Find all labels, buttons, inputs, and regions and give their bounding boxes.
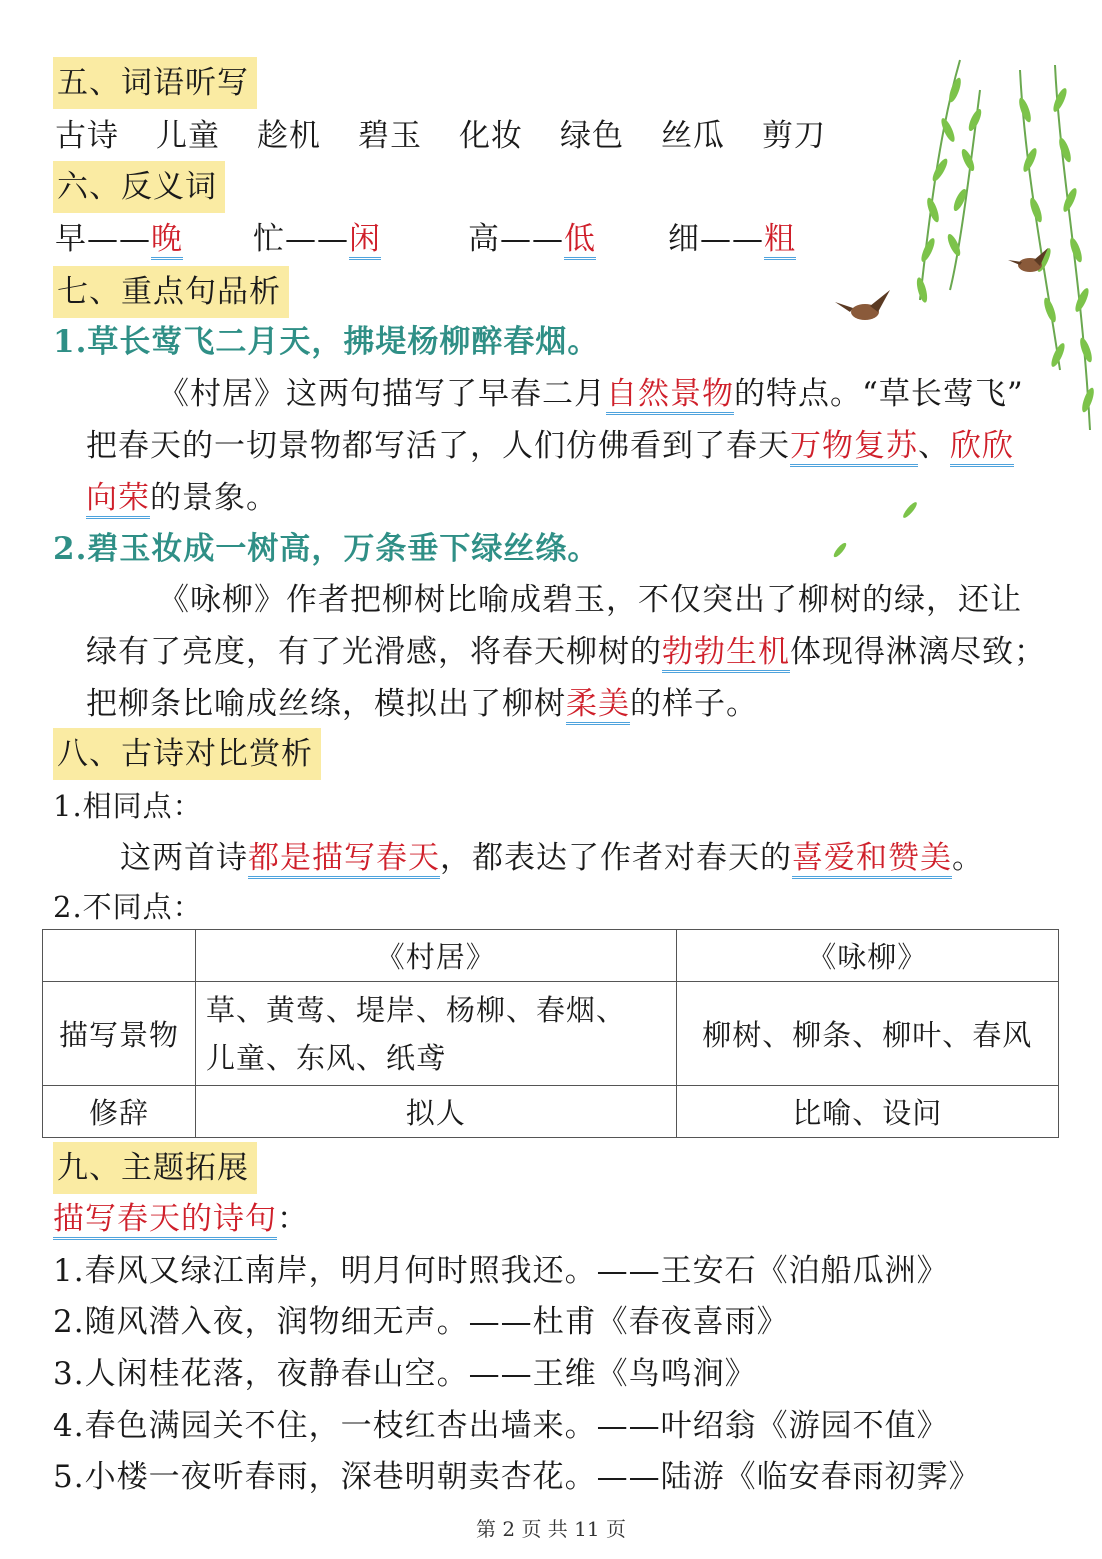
table-cell: 草、黄莺、堤岸、杨柳、春烟、 儿童、东风、纸鸢 bbox=[196, 982, 677, 1086]
same-points-text: 这两首诗都是描写春天，都表达了作者对春天的喜爱和赞美。 bbox=[120, 838, 984, 878]
table-corner-cell bbox=[43, 930, 196, 982]
analysis-2-line-1: 《咏柳》作者把柳树比喻成碧玉，不仅突出了柳树的绿，还让 bbox=[158, 582, 1022, 618]
analysis-2-line-3: 把柳条比喻成丝绦，模拟出了柳树柔美的样子。 bbox=[86, 684, 758, 724]
table-row-label: 修辞 bbox=[43, 1086, 196, 1138]
section-heading-antonyms: 六、反义词 bbox=[53, 161, 225, 213]
analysis-1-line-2: 把春天的一切景物都写活了，人们仿佛看到了春天万物复苏、欣欣 bbox=[86, 426, 1014, 466]
table-header-yongliu: 《咏柳》 bbox=[676, 930, 1058, 982]
same-points-label: 1.相同点： bbox=[53, 789, 203, 823]
antonym-list bbox=[55, 219, 855, 259]
dictation-word: 剪刀 bbox=[762, 118, 826, 154]
antonym-answer: 粗 bbox=[764, 221, 796, 260]
analysis-2-line-2: 绿有了亮度，有了光滑感，将春天柳树的勃勃生机体现得淋漓尽致； bbox=[86, 632, 1046, 672]
poem-line: 4.春色满园关不住，一枝红杏出墙来。——叶绍翁《游园不值》 bbox=[53, 1408, 949, 1444]
dictation-word: 儿童 bbox=[156, 118, 220, 154]
dictation-word: 丝瓜 bbox=[661, 118, 725, 154]
key-sentence-2: 2.碧玉妆成一树高，万条垂下绿丝绦。 bbox=[53, 531, 600, 567]
key-sentence-1: 1.草长莺飞二月天，拂堤杨柳醉春烟。 bbox=[53, 324, 600, 360]
dictation-word: 绿色 bbox=[560, 118, 624, 154]
table-row-label: 描写景物 bbox=[43, 982, 196, 1086]
antonym-pair: 早——晚 bbox=[55, 219, 183, 259]
comparison-table bbox=[42, 929, 1059, 1138]
section-heading-dictation: 五、词语听写 bbox=[53, 57, 257, 109]
swallow-bird-illustration bbox=[835, 248, 1048, 320]
antonym-pair: 忙——闲 bbox=[253, 219, 381, 259]
antonym-pair: 细——粗 bbox=[668, 219, 796, 259]
antonym-pair: 高——低 bbox=[468, 219, 596, 259]
dictation-word: 古诗 bbox=[55, 118, 119, 154]
dictation-word: 碧玉 bbox=[358, 118, 422, 154]
section-heading-key-sentences: 七、重点句品析 bbox=[53, 266, 289, 318]
table-cell: 拟人 bbox=[196, 1086, 677, 1138]
poem-line: 5.小楼一夜听春雨，深巷明朝卖杏花。——陆游《临安春雨初霁》 bbox=[53, 1459, 981, 1495]
diff-points-label: 2.不同点： bbox=[53, 890, 203, 924]
table-row bbox=[43, 982, 1059, 1086]
antonym-answer: 闲 bbox=[349, 221, 381, 260]
analysis-1-line-1: 《村居》这两句描写了早春二月自然景物的特点。“草长莺飞” bbox=[158, 374, 1024, 414]
table-cell: 比喻、设问 bbox=[676, 1086, 1058, 1138]
table-header-row bbox=[43, 930, 1059, 982]
poem-line: 2.随风潜入夜，润物细无声。——杜甫《春夜喜雨》 bbox=[53, 1304, 789, 1340]
table-row bbox=[43, 1086, 1059, 1138]
spring-poems-subheading: 描写春天的诗句： bbox=[53, 1199, 309, 1239]
table-header-cunju: 《村居》 bbox=[196, 930, 677, 982]
poem-line: 3.人闲桂花落，夜静春山空。——王维《鸟鸣涧》 bbox=[53, 1356, 757, 1392]
dictation-word-list bbox=[55, 116, 863, 156]
section-heading-poem-compare: 八、古诗对比赏析 bbox=[53, 728, 321, 780]
poem-line: 1.春风又绿江南岸，明月何时照我还。——王安石《泊船瓜洲》 bbox=[53, 1253, 949, 1289]
page-number: 第 2 页 共 11 页 bbox=[476, 1517, 626, 1541]
dictation-word: 化妆 bbox=[459, 118, 523, 154]
antonym-answer: 晚 bbox=[151, 221, 183, 260]
dictation-word: 趁机 bbox=[257, 118, 321, 154]
table-cell: 柳树、柳条、柳叶、春风 bbox=[676, 982, 1058, 1086]
antonym-answer: 低 bbox=[564, 221, 596, 260]
section-heading-theme-extension: 九、主题拓展 bbox=[53, 1142, 257, 1194]
analysis-1-line-3: 向荣的景象。 bbox=[86, 478, 278, 518]
